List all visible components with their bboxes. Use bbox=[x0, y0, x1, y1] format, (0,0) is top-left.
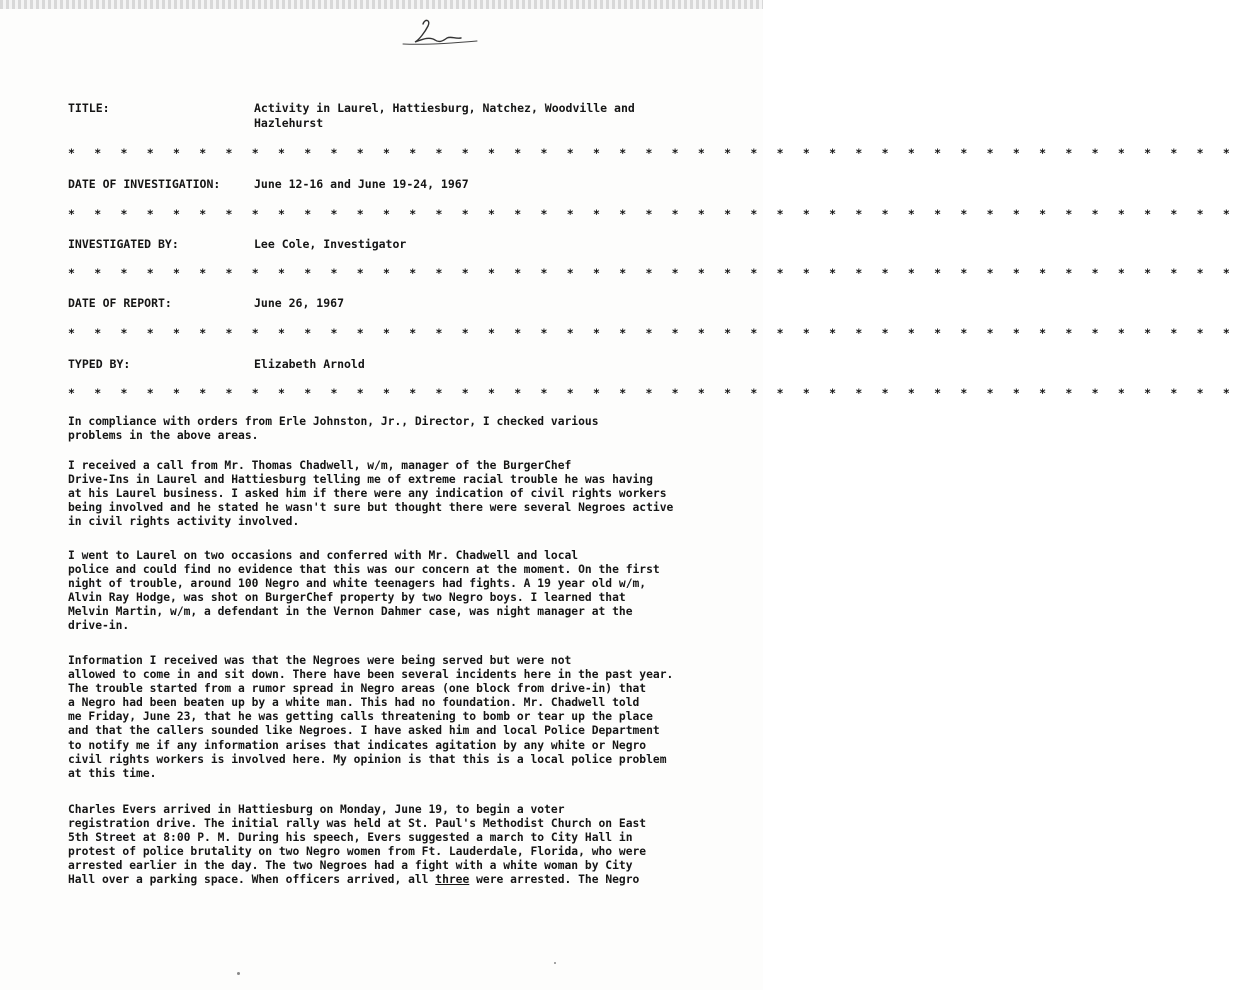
paragraph-5 bbox=[68, 803, 736, 888]
date-of-report-value: June 26, 1967 bbox=[254, 296, 345, 310]
paragraph-2: I received a call from Mr. Thomas Chadwell, w/m, manager of the BurgerChef Drive-Ins in Laurel and Hattiesburg telling me of extreme racial trouble he was having at his Laurel business. I asked him if there were any indication of civil rights workers being involved and he stated he wasn't sure but thought there were several Negroes active in civil rights activity involved. bbox=[68, 459, 674, 529]
scan-speck bbox=[237, 972, 240, 975]
typed-by-value: Elizabeth Arnold bbox=[254, 357, 365, 371]
investigated-by-label: INVESTIGATED BY: bbox=[68, 237, 179, 251]
title-value: Activity in Laurel, Hattiesburg, Natchez, Woodville and Hazlehurst bbox=[254, 101, 635, 130]
scan-top-border bbox=[0, 0, 763, 9]
date-of-investigation-value: June 12-16 and June 19-24, 1967 bbox=[254, 177, 469, 191]
paragraph-5-text: Charles Evers arrived in Hattiesburg on Monday, June 19, to begin a voter registration drive. The initial rally was held at St. Paul's Methodist Church on East 5th Street at 8:00 P. M. During his speech, Evers suggested a march to City Hall in protest of police brutality on two Negro women from Ft. Lauderdale, Florida, who were arrested earlier in the day. The two Negroes had a fight with a white woman by City Hall over a parking space. When officers arrived, all bbox=[68, 803, 647, 887]
paragraph-3: I went to Laurel on two occasions and conferred with Mr. Chadwell and local police and could find no evidence that this was our concern at the moment. On the first night of trouble, around 100 Negro and white teenagers had fights. A 19 year old w/m, Alvin Ray Hodge, was shot on BurgerChef property by two Negro boys. I learned that Melvin Martin, w/m, a defendant in the Vernon Dahmer case, was night manager at the drive-in. bbox=[68, 549, 660, 633]
handwritten-initials-icon bbox=[385, 14, 485, 54]
investigated-by-value: Lee Cole, Investigator bbox=[254, 237, 407, 251]
scan-speck bbox=[554, 962, 556, 964]
underlined-word: three bbox=[435, 873, 470, 887]
paragraph-5-tail: were arrested. The Negro bbox=[469, 873, 640, 887]
separator-5: * * * * * * * * * * * * * * * * * * * * * * * * * * * * * * * * * * * * * * * * * * * * * bbox=[68, 386, 1236, 400]
separator-3: * * * * * * * * * * * * * * * * * * * * * * * * * * * * * * * * * * * * * * * * * * * * * bbox=[68, 266, 1236, 280]
typed-by-label: TYPED BY: bbox=[68, 357, 131, 371]
separator-4: * * * * * * * * * * * * * * * * * * * * * * * * * * * * * * * * * * * * * * * * * * * * * bbox=[68, 326, 1236, 340]
paragraph-4: Information I received was that the Negroes were being served but were not allowed to come in and sit down. There have been several incidents here in the past year. The trouble started from a rumor spread in Negro areas (one block from drive-in) that a Negro had been beaten up by a white man. This had no foundation. Mr. Chadwell told me Friday, June 23, that he was getting calls threatening to bomb or tear up the place and that the callers sounded like Negroes. I have asked him and local Police Department to notify me if any information arises that indicates agitation by any white or Negro civil rights workers is involved here. My opinion is that this is a local police problem at this time. bbox=[68, 654, 674, 780]
separator-1: * * * * * * * * * * * * * * * * * * * * * * * * * * * * * * * * * * * * * * * * * * * * * bbox=[68, 146, 1236, 160]
date-of-report-label: DATE OF REPORT: bbox=[68, 296, 172, 310]
title-label: TITLE: bbox=[68, 101, 110, 115]
paragraph-1: In compliance with orders from Erle Johnston, Jr., Director, I checked various problems in the above areas. bbox=[68, 415, 599, 443]
date-of-investigation-label: DATE OF INVESTIGATION: bbox=[68, 177, 221, 191]
separator-2: * * * * * * * * * * * * * * * * * * * * * * * * * * * * * * * * * * * * * * * * * * * * * bbox=[68, 207, 1236, 221]
